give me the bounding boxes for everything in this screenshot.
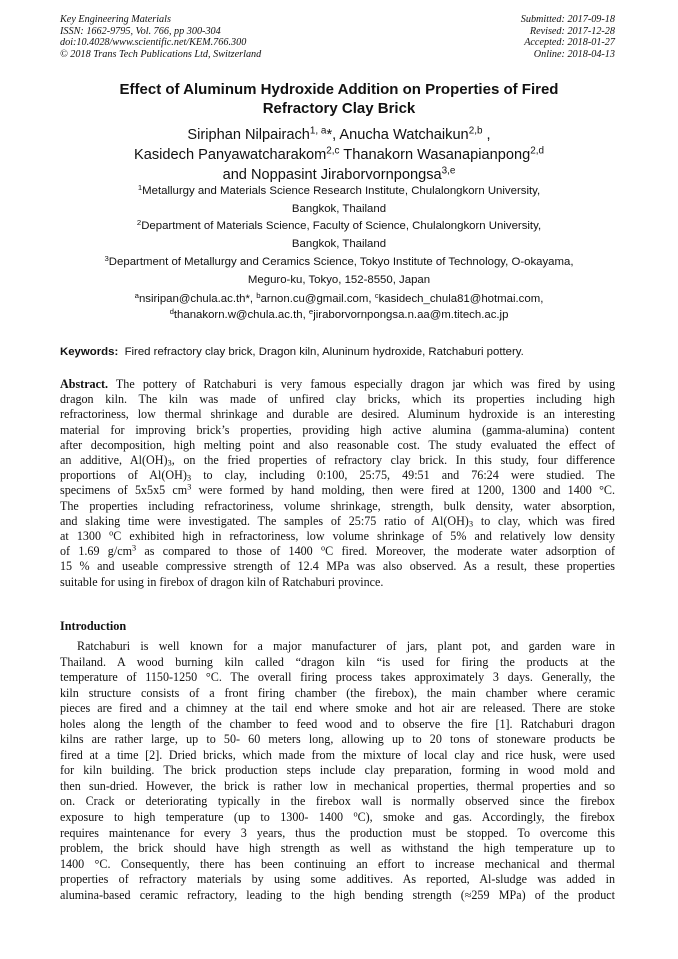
author-name: and Noppasint Jiraborvornpongsa <box>222 167 442 183</box>
journal-doi: doi:10.4028/www.scientific.net/KEM.766.300 <box>60 37 247 49</box>
abstract-line <box>60 514 615 529</box>
subscript: 3 <box>186 472 192 483</box>
intro-text: exposure to high temperature (up to 1300- 1400 <box>60 810 354 825</box>
affiliation-text: Department of Metallurgy and Ceramics Science, Tokyo Institute of Technology, O-okayama, <box>108 256 574 268</box>
abstract-text: as compared to those of 1400 <box>136 544 322 559</box>
author-affil-sup: 3,e <box>441 165 456 177</box>
introduction-body <box>60 639 615 903</box>
affiliation-text: Department of Materials Science, Faculty of Science, Chulalongkorn University, <box>141 220 542 232</box>
intro-line: fired at a time [2]. Dried bricks, which made from the mixture of local clay and rice husk, were used <box>60 747 615 762</box>
abstract-text: and slaking time were investigated. The samples of 25:75 ratio of Al(OH) <box>60 513 469 528</box>
email-sup: d <box>169 306 174 316</box>
abstract-line: after decomposition, high melting point and also reasonable cost. The study evaluated the effect of <box>60 437 615 452</box>
abstract-line <box>60 483 615 498</box>
abstract <box>60 377 615 590</box>
intro-line: then sun-dried. However, the brick is rather low in mechanical properties, thermal properties and so <box>60 778 615 793</box>
abstract-line: refractoriness, low thermal shrinkage and durable are desired. Aluminum hydroxide is an interesting <box>60 407 615 422</box>
date-submitted: Submitted: 2017-09-18 <box>520 14 615 25</box>
author-affil-sup: 2,b <box>468 125 483 137</box>
author-line <box>60 125 618 145</box>
author-list <box>60 125 618 185</box>
email-sup: c <box>374 290 379 300</box>
keywords-label: Keywords: <box>60 346 119 358</box>
email-e: jiraborvornpongsa.n.aa@m.titech.ac.jp <box>313 308 509 321</box>
email-line <box>60 308 618 324</box>
abstract-line: suitable for using in firebox of dragon kiln of Ratchaburi province. <box>60 574 384 589</box>
intro-line: Thailand. A wood burning kiln called “dragon kiln “is used for firing the products at the <box>60 654 615 669</box>
abstract-line <box>60 377 615 392</box>
journal-info <box>60 14 261 60</box>
affiliation-2 <box>60 218 618 253</box>
abstract-text: The pottery of Ratchaburi is very famous especially dragon jar which was fired by using <box>108 377 615 391</box>
abstract-line <box>60 529 615 544</box>
abstract-text: proportions of Al(OH) <box>60 468 187 483</box>
intro-line: Ratchaburi is well known for a major manufacturer of jars, plant pot, and garden ware in <box>77 639 615 653</box>
title-line: Effect of Aluminum Hydroxide Addition on Properties of Fired <box>119 81 559 98</box>
superscript: o <box>353 809 358 819</box>
affiliation-sup: 1 <box>137 182 143 192</box>
intro-line: for kiln building. The brick production steps include clay preparation, forming in wood mold and <box>60 763 615 778</box>
superscript: o <box>109 528 114 538</box>
affiliation-3 <box>60 254 618 289</box>
author-name: Siriphan Nilpairach <box>187 127 310 143</box>
abstract-line: material for improving brick’s properties, providing high active alumina (gamma-alumina) content <box>60 422 615 437</box>
abstract-text: an additive, Al(OH) <box>60 453 168 468</box>
author-affil-sup: 1, a <box>309 125 327 137</box>
author-affil-sup: 2,c <box>326 145 340 157</box>
intro-line: on. Crack or deteriorating typically in the firebox wall is normally observed since the firebox <box>60 794 615 809</box>
email-line <box>60 292 618 308</box>
subscript: 3 <box>468 518 474 529</box>
author-separator: , <box>482 127 491 143</box>
abstract-text: to clay, which was fired <box>473 513 615 528</box>
date-revised: Revised: 2017-12-28 <box>529 25 615 37</box>
affiliation-sup: 3 <box>104 253 109 263</box>
email-a: nsiripan@chula.ac.th*, <box>138 293 257 305</box>
intro-text: C), smoke and gas. Accordingly, the firebox <box>357 810 615 825</box>
intro-line: kiln structure consists of a front firing chamber (the firebox), the main chamber where ceramic <box>60 685 615 700</box>
superscript: o <box>321 543 326 553</box>
affiliation-line: Bangkok, Thailand <box>291 202 387 215</box>
superscript: 3 <box>131 543 137 553</box>
abstract-text: were formed by hand molding, then were fired at 1200, 1300 and 1400 °C. <box>191 483 616 498</box>
abstract-label: Abstract. <box>60 377 109 391</box>
abstract-line <box>60 468 615 483</box>
abstract-line: 15 % and useable compressive strength of 12.4 MPa was also observed. As a result, these properties <box>60 559 615 574</box>
affiliation-line: Meguro-ku, Tokyo, 152-8550, Japan <box>247 273 431 286</box>
email-d: thanakorn.w@chula.ac.th, <box>173 308 309 321</box>
author-emails <box>60 292 618 323</box>
email-b: arnon.cu@gmail.com, <box>260 293 375 305</box>
affiliation-line <box>60 218 618 236</box>
abstract-text: C fired. Moreover, the moderate water adsorption of <box>325 544 615 559</box>
abstract-line: The properties including refractoriness, volume shrinkage, strength, bulk density, water absorption, <box>60 498 615 513</box>
author-line <box>60 165 618 185</box>
affiliation-line <box>60 183 618 201</box>
abstract-text: C exhibited high in refractoriness, low volume shrinkage of 5% and relatively low density <box>113 529 615 544</box>
intro-line: alumina-based ceramic refractory, leading to the high bending strength (≈259 MPa) of the product <box>60 887 615 902</box>
introduction-heading: Introduction <box>60 619 127 633</box>
date-online: Online: 2018-04-13 <box>533 48 615 60</box>
intro-line: requires maintenance for every 3 years, thus the production must be stopped. To overcome this <box>60 825 615 840</box>
intro-line: problem, the brick should have high strength as well as withstand the high temperature up to <box>60 841 615 856</box>
author-name: Anucha Watchaikun <box>339 127 469 143</box>
abstract-text: specimens of 5x5x5 cm <box>60 483 188 498</box>
affiliation-1 <box>60 183 618 218</box>
abstract-line: dragon kiln. The kiln was made of unfired clay bricks, which its properties including high <box>60 392 615 407</box>
intro-line: temperature of 1150-1250 °C. The overall firing process takes approximately 3 days. Generally, the <box>60 670 615 685</box>
email-c: kasidech_chula81@hotmai.com, <box>378 293 544 305</box>
abstract-text: of 1.69 g/cm <box>60 544 132 559</box>
title-line: Refractory Clay Brick <box>262 99 416 117</box>
intro-line: holes along the length of the chamber to feed wood and to observe the fire [1]. Ratchaburi dragon <box>60 716 615 731</box>
date-accepted: Accepted: 2018-01-27 <box>524 37 615 49</box>
author-affil-sup: 2,d <box>530 145 544 157</box>
journal-name: Key Engineering Materials <box>60 14 171 25</box>
abstract-text: at 1300 <box>60 529 110 544</box>
affiliation-sup: 2 <box>136 217 142 227</box>
publication-dates <box>521 14 615 60</box>
journal-copyright: © 2018 Trans Tech Publications Ltd, Switzerland <box>60 48 262 60</box>
subscript: 3 <box>167 457 172 468</box>
author-line <box>60 145 618 165</box>
journal-issn: ISSN: 1662-9795, Vol. 766, pp 300-304 <box>60 25 221 37</box>
intro-line: kilns are rather large, up to 50- 60 meters long, allowing up to 20 tons of stoneware products be <box>60 732 615 747</box>
email-sup: e <box>308 306 314 316</box>
intro-line: 1400 °C. Consequently, there has been continuing an effort to increase mechanical and thermal <box>60 856 615 871</box>
abstract-line <box>60 453 615 468</box>
intro-line: properties of refractory materials by using some additives. As reported, Al-sludge was added in <box>60 872 615 887</box>
affiliation-line <box>60 254 618 272</box>
corresponding-mark: *, <box>326 127 340 143</box>
affiliation-line: Bangkok, Thailand <box>291 237 387 250</box>
affiliation-text: Metallurgy and Materials Science Research Institute, Chulalongkorn University, <box>142 185 541 197</box>
paper-title <box>60 81 618 118</box>
abstract-text: to clay, including 0:100, 25:75, 49:51 and 76:24 were studied. The <box>191 468 615 483</box>
email-sup: b <box>256 290 261 300</box>
keywords-text: Fired refractory clay brick, Dragon kiln, Aluninum hydroxide, Ratchaburi pottery. <box>118 346 524 358</box>
abstract-text: , on the fried properties of refractory clay brick. In this study, four difference <box>171 453 615 468</box>
author-name: Thanakorn Wasanapianpong <box>339 147 531 163</box>
keywords <box>60 345 618 359</box>
abstract-line <box>60 544 615 559</box>
email-sup: a <box>134 290 139 300</box>
intro-line: pieces are fired and a chimney at the tail end where smoke and hot air are released. There are stoke <box>60 701 615 716</box>
author-name: Kasidech Panyawatcharakom <box>134 147 327 163</box>
intro-line <box>60 810 615 826</box>
superscript: 3 <box>187 482 192 492</box>
